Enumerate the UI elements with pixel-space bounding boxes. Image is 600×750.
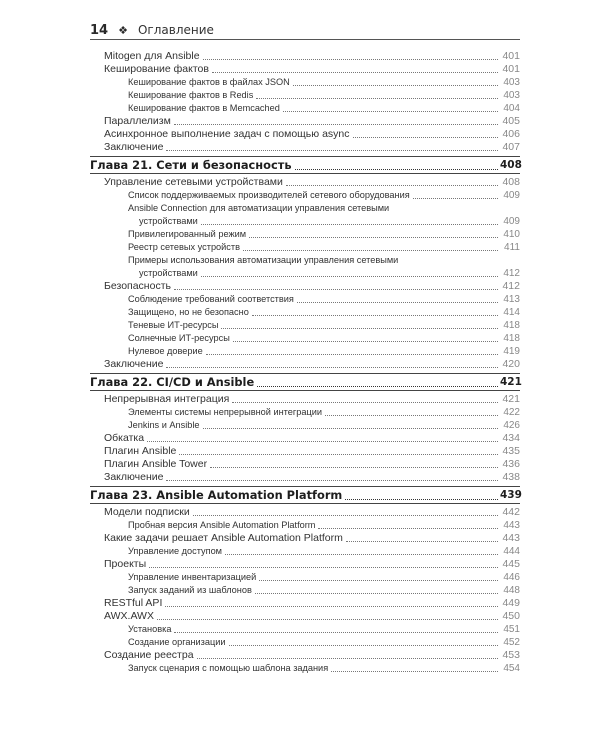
dot-leader bbox=[331, 671, 498, 672]
toc-entry-label: Кеширование фактов в Memcached bbox=[128, 103, 280, 113]
toc-page-number: 414 bbox=[503, 307, 520, 318]
toc-page-number: 454 bbox=[503, 663, 520, 674]
toc-page-number: 450 bbox=[502, 610, 520, 622]
toc-entry-label: Защищено, но не безопасно bbox=[128, 307, 249, 317]
dot-leader bbox=[413, 198, 498, 199]
toc-page-number: 448 bbox=[503, 585, 520, 596]
running-header bbox=[90, 22, 520, 38]
toc-page-number: 449 bbox=[502, 597, 520, 609]
dot-leader bbox=[293, 85, 498, 86]
toc-entry[interactable] bbox=[90, 293, 520, 306]
toc-entry[interactable] bbox=[90, 545, 520, 558]
dot-leader bbox=[297, 302, 498, 303]
toc-page-number: 408 bbox=[500, 159, 522, 171]
toc-entry-label: Создание реестра bbox=[104, 649, 194, 661]
dot-leader bbox=[174, 289, 498, 290]
toc-entry-label: Запуск сценария с помощью шаблона задания bbox=[128, 663, 329, 673]
dot-leader bbox=[193, 515, 498, 516]
toc-page-number: 403 bbox=[503, 90, 520, 101]
dot-leader bbox=[259, 580, 498, 581]
toc-entry-label: Модели подписки bbox=[104, 506, 190, 518]
toc-entry[interactable] bbox=[90, 176, 520, 189]
toc-page-number: 436 bbox=[502, 458, 520, 470]
toc-page-number: 409 bbox=[503, 190, 520, 201]
toc-page-number: 443 bbox=[503, 520, 520, 531]
dot-leader bbox=[149, 567, 498, 568]
dot-leader bbox=[197, 658, 498, 659]
toc-entry[interactable] bbox=[90, 558, 520, 571]
toc-page-number: 407 bbox=[502, 141, 520, 153]
section-title: Оглавление bbox=[137, 23, 214, 37]
dot-leader bbox=[166, 480, 498, 481]
toc-entry-label: Теневые ИТ-ресурсы bbox=[128, 320, 219, 330]
toc-entry[interactable] bbox=[90, 202, 520, 228]
toc-entry[interactable] bbox=[90, 76, 520, 89]
toc-entry-label: Запуск заданий из шаблонов bbox=[128, 585, 252, 595]
toc-entry[interactable] bbox=[90, 419, 520, 432]
toc-page-number: 453 bbox=[502, 649, 520, 661]
toc-entry[interactable] bbox=[90, 571, 520, 584]
toc-page-number: 445 bbox=[502, 558, 520, 570]
dot-leader bbox=[203, 59, 498, 60]
dot-leader bbox=[252, 315, 498, 316]
toc-entry[interactable] bbox=[90, 345, 520, 358]
toc-entry[interactable] bbox=[90, 280, 520, 293]
dot-leader bbox=[295, 169, 498, 170]
toc-entry-label: Mitogen для Ansible bbox=[104, 50, 200, 62]
toc-entry-label: Плагин Ansible Tower bbox=[104, 458, 208, 470]
toc-entry-label: Привилегированный режим bbox=[128, 229, 247, 239]
toc-page-number: 435 bbox=[502, 445, 520, 457]
toc-entry-label: Заключение bbox=[104, 358, 164, 370]
toc-page-number: 412 bbox=[503, 268, 520, 279]
dot-leader bbox=[201, 276, 498, 277]
dot-leader bbox=[345, 499, 498, 500]
dot-leader bbox=[166, 367, 498, 368]
toc-entry[interactable] bbox=[90, 610, 520, 623]
dot-leader bbox=[257, 386, 498, 387]
toc-entry-label: Установка bbox=[128, 624, 172, 634]
dot-leader bbox=[203, 428, 498, 429]
dot-leader bbox=[174, 124, 498, 125]
toc-entry-continuation bbox=[128, 215, 520, 228]
dot-leader bbox=[210, 467, 498, 468]
dot-leader bbox=[249, 237, 498, 238]
toc-page-number: 422 bbox=[503, 407, 520, 418]
toc-entry[interactable] bbox=[90, 50, 520, 63]
toc-entry[interactable] bbox=[90, 519, 520, 532]
dot-leader bbox=[157, 619, 498, 620]
dot-leader bbox=[225, 554, 498, 555]
toc-entry-label: AWX.AWX bbox=[104, 610, 154, 622]
toc-page-number: 420 bbox=[502, 358, 520, 370]
toc-entry[interactable] bbox=[90, 128, 520, 141]
toc-entry[interactable] bbox=[90, 89, 520, 102]
toc-entry[interactable] bbox=[90, 228, 520, 241]
toc-page-number: 439 bbox=[500, 489, 522, 501]
toc-entry-label: Нулевое доверие bbox=[128, 346, 203, 356]
toc-entry[interactable] bbox=[90, 636, 520, 649]
toc-entry-label: Заключение bbox=[104, 471, 164, 483]
toc-entry[interactable] bbox=[90, 471, 520, 484]
dot-leader bbox=[165, 606, 498, 607]
toc-entry[interactable] bbox=[90, 584, 520, 597]
toc-entry[interactable] bbox=[90, 393, 520, 406]
toc-entry-label: Jenkins и Ansible bbox=[128, 420, 200, 430]
toc-entry[interactable] bbox=[90, 406, 520, 419]
toc-page-number: 421 bbox=[502, 393, 520, 405]
toc-page-number: 438 bbox=[502, 471, 520, 483]
toc-entry-label: Реестр сетевых устройств bbox=[128, 242, 240, 252]
toc-page-number: 421 bbox=[500, 376, 522, 388]
toc-entry[interactable] bbox=[90, 649, 520, 662]
toc-entry-label: Какие задачи решает Ansible Automation Platform bbox=[104, 532, 343, 544]
toc-page-number: 412 bbox=[502, 280, 520, 292]
toc-page-number: 401 bbox=[502, 63, 520, 75]
toc-entry-label: Управление доступом bbox=[128, 546, 222, 556]
toc-page-number: 434 bbox=[502, 432, 520, 444]
toc-entry-label-cont: устройствами bbox=[139, 216, 198, 226]
toc-entry[interactable] bbox=[90, 445, 520, 458]
toc-entry[interactable] bbox=[90, 254, 520, 280]
toc-entry[interactable] bbox=[90, 102, 520, 115]
toc-entry-label: RESTful API bbox=[104, 597, 163, 609]
toc-page-number: 409 bbox=[503, 216, 520, 227]
header-rule bbox=[90, 39, 520, 40]
dot-leader bbox=[286, 185, 498, 186]
toc-entry-label-cont: устройствами bbox=[139, 268, 198, 278]
toc-entry[interactable] bbox=[90, 458, 520, 471]
dot-leader bbox=[166, 150, 498, 151]
toc-page-number: 418 bbox=[503, 320, 520, 331]
dot-leader bbox=[201, 224, 498, 225]
toc-entry-label: Создание организации bbox=[128, 637, 226, 647]
dot-leader bbox=[232, 402, 498, 403]
toc-page-number: 405 bbox=[502, 115, 520, 127]
toc-entry-label: Ansible Connection для автоматизации управления сетевыми bbox=[128, 203, 390, 213]
toc-entry-label: Список поддерживаемых производителей сетевого оборудования bbox=[128, 190, 410, 200]
toc-entry-label: Непрерывная интеграция bbox=[104, 393, 230, 405]
dot-leader bbox=[229, 645, 498, 646]
toc-entry[interactable] bbox=[90, 662, 520, 675]
toc-entry-label: Глава 23. Ansible Automation Platform bbox=[90, 488, 343, 502]
dot-leader bbox=[318, 528, 498, 529]
toc-entry[interactable] bbox=[90, 189, 520, 202]
toc-page-number: 452 bbox=[503, 637, 520, 648]
toc-page-number: 403 bbox=[503, 77, 520, 88]
toc-entry-label: Глава 22. CI/CD и Ansible bbox=[90, 375, 255, 389]
toc-page-number: 401 bbox=[502, 50, 520, 62]
toc-entry-label: Обкатка bbox=[104, 432, 145, 444]
toc-page-number: 419 bbox=[503, 346, 520, 357]
toc-page-number: 443 bbox=[502, 532, 520, 544]
toc-entry-label: Плагин Ansible bbox=[104, 445, 177, 457]
dot-leader bbox=[353, 137, 498, 138]
toc-entry-label: Элементы системы непрерывной интеграции bbox=[128, 407, 322, 417]
toc-entry-label: Глава 21. Сети и безопасность bbox=[90, 158, 292, 172]
toc-page-number: 446 bbox=[503, 572, 520, 583]
toc-entry-label: Кеширование фактов в файлах JSON bbox=[128, 77, 290, 87]
toc-entry-continuation bbox=[128, 267, 520, 280]
toc-entry[interactable] bbox=[90, 141, 520, 154]
toc-entry-label: Управление сетевыми устройствами bbox=[104, 176, 283, 188]
toc-page-number: 451 bbox=[503, 624, 520, 635]
dot-leader bbox=[221, 328, 498, 329]
toc-chapter[interactable] bbox=[90, 158, 520, 173]
toc-page-number: 444 bbox=[503, 546, 520, 557]
toc-entry[interactable] bbox=[90, 623, 520, 636]
dot-leader bbox=[179, 454, 498, 455]
dot-leader bbox=[346, 541, 498, 542]
fleuron-icon: ❖ bbox=[118, 24, 128, 37]
dot-leader bbox=[325, 415, 498, 416]
toc-page-number: 418 bbox=[503, 333, 520, 344]
page-number: 14 bbox=[90, 22, 109, 38]
toc-page-number: 413 bbox=[503, 294, 520, 305]
dot-leader bbox=[174, 632, 498, 633]
toc-entry[interactable] bbox=[90, 319, 520, 332]
dot-leader bbox=[255, 593, 498, 594]
toc-page-number: 442 bbox=[502, 506, 520, 518]
dot-leader bbox=[206, 354, 498, 355]
toc-entry[interactable] bbox=[90, 597, 520, 610]
toc-entry-label: Заключение bbox=[104, 141, 164, 153]
dot-leader bbox=[243, 250, 498, 251]
dot-leader bbox=[283, 111, 498, 112]
toc-page-number: 404 bbox=[503, 103, 520, 114]
toc-entry-label: Управление инвентаризацией bbox=[128, 572, 257, 582]
dot-leader bbox=[212, 72, 498, 73]
toc-entry-label: Безопасность bbox=[104, 280, 171, 292]
toc-entry-label: Асинхронное выполнение задач с помощью async bbox=[104, 128, 350, 140]
toc-entry[interactable] bbox=[90, 332, 520, 345]
toc-entry-label: Параллелизм bbox=[104, 115, 171, 127]
toc-entry[interactable] bbox=[90, 506, 520, 519]
toc-entry-label: Кеширование фактов в Redis bbox=[128, 90, 254, 100]
toc-entry-label: Примеры использования автоматизации управления сетевыми bbox=[128, 255, 399, 265]
toc-entry[interactable] bbox=[90, 115, 520, 128]
dot-leader bbox=[256, 98, 498, 99]
toc-page-number: 426 bbox=[503, 420, 520, 431]
table-of-contents bbox=[90, 50, 520, 675]
toc-entry-label: Солнечные ИТ-ресурсы bbox=[128, 333, 230, 343]
toc-entry[interactable] bbox=[90, 358, 520, 371]
toc-page-number: 406 bbox=[502, 128, 520, 140]
toc-entry[interactable] bbox=[90, 63, 520, 76]
toc-entry[interactable] bbox=[90, 306, 520, 319]
toc-entry-label: Кеширование фактов bbox=[104, 63, 209, 75]
toc-chapter[interactable] bbox=[90, 375, 520, 390]
toc-entry[interactable] bbox=[90, 532, 520, 545]
toc-entry-label: Проекты bbox=[104, 558, 147, 570]
toc-page-number: 411 bbox=[504, 242, 520, 253]
dot-leader bbox=[233, 341, 498, 342]
toc-chapter[interactable] bbox=[90, 488, 520, 503]
dot-leader bbox=[147, 441, 498, 442]
toc-entry-label: Пробная версия Ansible Automation Platform bbox=[128, 520, 316, 530]
toc-entry[interactable] bbox=[90, 432, 520, 445]
toc-entry[interactable] bbox=[90, 241, 520, 254]
toc-page-number: 410 bbox=[503, 229, 520, 240]
toc-entry-label: Соблюдение требований соответствия bbox=[128, 294, 294, 304]
toc-page-number: 408 bbox=[502, 176, 520, 188]
